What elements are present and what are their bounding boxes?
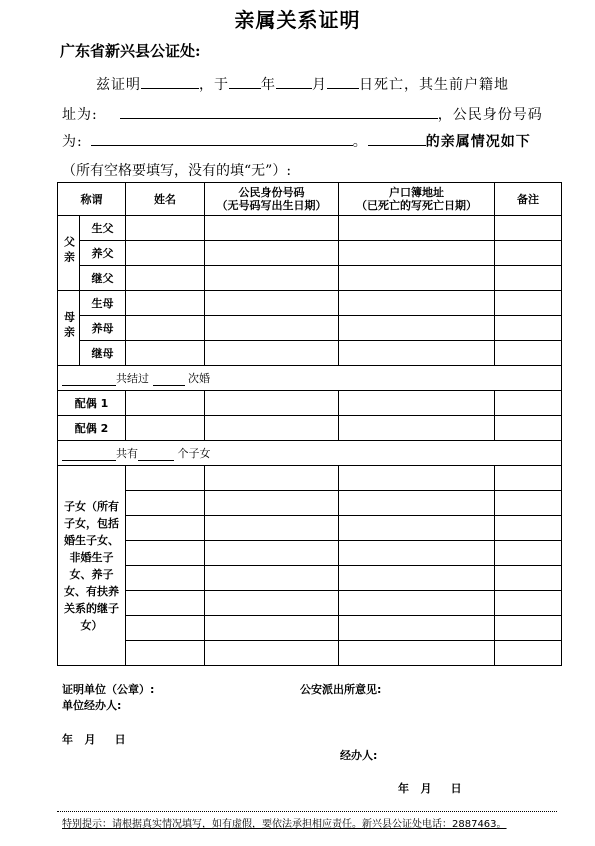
- table-row-children-count: [58, 441, 562, 466]
- cell-child-4-remarks[interactable]: [495, 541, 562, 566]
- blank-household-address[interactable]: [120, 104, 438, 119]
- addressee: 广东省新兴县公证处:: [60, 42, 201, 60]
- cell-child-3-remarks[interactable]: [495, 516, 562, 541]
- cell-father-bio-remarks[interactable]: [495, 216, 562, 241]
- table-row-child-4: [58, 541, 562, 566]
- cell-child-7-remarks[interactable]: [495, 616, 562, 641]
- intro-text-2: ，于: [199, 77, 229, 93]
- cell-mother-step-id[interactable]: [205, 341, 339, 366]
- cell-child-1-name[interactable]: [126, 466, 205, 491]
- cell-child-8-id[interactable]: [205, 641, 339, 666]
- blank-marriage-person[interactable]: [62, 373, 116, 386]
- children-group-text: 子女（所有子女，包括婚生子女、非婚生子女、养子女、有扶养关系的继子女）: [64, 499, 119, 632]
- cell-mother-bio-address[interactable]: [339, 291, 495, 316]
- table-row-father-1: [58, 216, 562, 241]
- header-relation: 称谓: [58, 183, 126, 216]
- cell-child-4-id[interactable]: [205, 541, 339, 566]
- cell-father-adoptive-id[interactable]: [205, 241, 339, 266]
- handler-label: 单位经办人:: [62, 699, 122, 712]
- intro-text-10: 的亲属情况如下: [425, 134, 531, 150]
- intro-text-1: 兹证明: [96, 77, 141, 93]
- cell-child-7-address[interactable]: [339, 616, 495, 641]
- marriage-count-text-a: 共结过: [116, 372, 149, 385]
- cell-child-6-id[interactable]: [205, 591, 339, 616]
- table-row-child-2: [58, 491, 562, 516]
- children-group-label: [58, 466, 126, 666]
- cell-child-8-address[interactable]: [339, 641, 495, 666]
- father-group-text: 父亲: [62, 236, 76, 266]
- cell-child-2-name[interactable]: [126, 491, 205, 516]
- table-row-child-5: [58, 566, 562, 591]
- mother-group-label: [58, 291, 80, 366]
- table-row-child-7: [58, 616, 562, 641]
- cell-child-2-id[interactable]: [205, 491, 339, 516]
- cell-child-3-name[interactable]: [126, 516, 205, 541]
- cell-child-5-address[interactable]: [339, 566, 495, 591]
- row-label-mother-adoptive: 养母: [80, 316, 126, 341]
- table-row-father-3: [58, 266, 562, 291]
- cell-child-3-address[interactable]: [339, 516, 495, 541]
- intro-line-3: [62, 131, 531, 152]
- intro-text-7: ，公民身份号码: [437, 107, 543, 123]
- table-row-spouse-1: [58, 391, 562, 416]
- blank-children-person[interactable]: [62, 448, 116, 461]
- children-count-text-b: 个子女: [177, 447, 211, 460]
- blank-marriage-times[interactable]: [153, 373, 185, 386]
- cell-father-step-name[interactable]: [126, 266, 205, 291]
- cell-father-bio-name[interactable]: [126, 216, 205, 241]
- intro-text-9: 。: [352, 134, 368, 150]
- cell-spouse-2-remarks[interactable]: [495, 416, 562, 441]
- cell-child-4-name[interactable]: [126, 541, 205, 566]
- header-id-line2: （无号码写出生日期）: [216, 199, 327, 212]
- intro-text-3: 年: [261, 77, 276, 93]
- cell-father-step-remarks[interactable]: [495, 266, 562, 291]
- cell-child-4-address[interactable]: [339, 541, 495, 566]
- cell-spouse-2-address[interactable]: [339, 416, 495, 441]
- intro-text-4: 月: [312, 77, 327, 93]
- police-opinion-label: 公安派出所意见:: [300, 683, 382, 696]
- table-row-child-1: [58, 466, 562, 491]
- table-row-child-3: [58, 516, 562, 541]
- cell-mother-step-remarks[interactable]: [495, 341, 562, 366]
- table-row-mother-1: [58, 291, 562, 316]
- row-label-mother-step: 继母: [80, 341, 126, 366]
- children-count-text-a: 共有: [116, 447, 138, 460]
- cell-child-7-name[interactable]: [126, 616, 205, 641]
- table-row-father-2: [58, 241, 562, 266]
- cell-spouse-1-remarks[interactable]: [495, 391, 562, 416]
- header-remarks: 备注: [495, 183, 562, 216]
- cell-child-2-remarks[interactable]: [495, 491, 562, 516]
- table-row-marriage-count: [58, 366, 562, 391]
- father-group-label: [58, 216, 80, 291]
- cell-child-1-address[interactable]: [339, 466, 495, 491]
- blank-death-year[interactable]: [229, 74, 261, 89]
- row-label-mother-bio: 生母: [80, 291, 126, 316]
- intro-line-2: [62, 104, 543, 125]
- cell-mother-adoptive-id[interactable]: [205, 316, 339, 341]
- header-id-line1: 公民身份号码: [238, 186, 305, 199]
- cell-spouse-1-address[interactable]: [339, 391, 495, 416]
- table-row-child-6: [58, 591, 562, 616]
- cell-child-6-name[interactable]: [126, 591, 205, 616]
- cell-child-2-address[interactable]: [339, 491, 495, 516]
- cell-child-8-name[interactable]: [126, 641, 205, 666]
- cell-father-adoptive-remarks[interactable]: [495, 241, 562, 266]
- cell-child-8-remarks[interactable]: [495, 641, 562, 666]
- cell-mother-adoptive-name[interactable]: [126, 316, 205, 341]
- handler-label-2: 经办人:: [340, 749, 378, 762]
- header-name: 姓名: [126, 183, 205, 216]
- table-row-mother-3: [58, 341, 562, 366]
- relatives-table: [57, 182, 562, 666]
- cell-father-bio-address[interactable]: [339, 216, 495, 241]
- cell-mother-adoptive-address[interactable]: [339, 316, 495, 341]
- cell-child-1-id[interactable]: [205, 466, 339, 491]
- cell-father-step-address[interactable]: [339, 266, 495, 291]
- blank-children-count[interactable]: [138, 448, 174, 461]
- header-address: [339, 183, 495, 216]
- cell-child-6-address[interactable]: [339, 591, 495, 616]
- blank-deceased-name[interactable]: [141, 74, 199, 89]
- cell-father-step-id[interactable]: [205, 266, 339, 291]
- mother-group-text: 母亲: [62, 311, 76, 341]
- cell-mother-bio-remarks[interactable]: [495, 291, 562, 316]
- header-id: [205, 183, 339, 216]
- row-label-father-bio: 生父: [80, 216, 126, 241]
- cell-father-adoptive-address[interactable]: [339, 241, 495, 266]
- intro-line-1: [96, 74, 509, 95]
- marriage-count-cell: [58, 366, 562, 391]
- cell-child-7-id[interactable]: [205, 616, 339, 641]
- cell-mother-step-address[interactable]: [339, 341, 495, 366]
- cell-father-adoptive-name[interactable]: [126, 241, 205, 266]
- blank-death-day[interactable]: [327, 74, 359, 89]
- footer-divider: [57, 811, 557, 812]
- fill-note: （所有空格要填写，没有的填“无”）:: [62, 163, 292, 179]
- special-notice: 特别提示：请根据真实情况填写，如有虚假，要依法承担相应责任。新兴县公证处电话：2887463。: [62, 819, 507, 830]
- header-address-line1: 户口簿地址: [389, 186, 444, 199]
- issuer-label: 证明单位（公章）:: [62, 683, 155, 696]
- marriage-count-text-b: 次婚: [188, 372, 210, 385]
- blank-deceased-name-2[interactable]: [368, 131, 426, 146]
- blank-death-month[interactable]: [276, 74, 312, 89]
- cell-spouse-1-id[interactable]: [205, 391, 339, 416]
- intro-text-6: 址为:: [62, 107, 98, 123]
- blank-id-number[interactable]: [91, 131, 353, 146]
- cell-mother-bio-name[interactable]: [126, 291, 205, 316]
- cell-mother-bio-id[interactable]: [205, 291, 339, 316]
- cell-spouse-2-id[interactable]: [205, 416, 339, 441]
- cell-child-5-id[interactable]: [205, 566, 339, 591]
- intro-text-5: 日死亡，其生前户籍地: [359, 77, 509, 93]
- cell-father-bio-id[interactable]: [205, 216, 339, 241]
- row-label-father-adoptive: 养父: [80, 241, 126, 266]
- cell-child-5-name[interactable]: [126, 566, 205, 591]
- cell-mother-adoptive-remarks[interactable]: [495, 316, 562, 341]
- cell-mother-step-name[interactable]: [126, 341, 205, 366]
- table-row-spouse-2: [58, 416, 562, 441]
- date-right: 年 月 日: [398, 782, 462, 795]
- row-label-father-step: 继父: [80, 266, 126, 291]
- document-title: 亲属关系证明: [234, 8, 361, 32]
- cell-child-3-id[interactable]: [205, 516, 339, 541]
- table-row-mother-2: [58, 316, 562, 341]
- children-count-cell: [58, 441, 562, 466]
- cell-spouse-2-name[interactable]: [126, 416, 205, 441]
- row-label-spouse-2: 配偶 2: [58, 416, 126, 441]
- row-label-spouse-1: 配偶 1: [58, 391, 126, 416]
- cell-child-6-remarks[interactable]: [495, 591, 562, 616]
- header-address-line2: （已死亡的写死亡日期）: [356, 199, 477, 212]
- table-row-child-8: [58, 641, 562, 666]
- date-left: 年 月 日: [62, 733, 126, 746]
- table-header-row: [58, 183, 562, 216]
- cell-child-1-remarks[interactable]: [495, 466, 562, 491]
- cell-child-5-remarks[interactable]: [495, 566, 562, 591]
- intro-text-8: 为:: [62, 134, 83, 150]
- cell-spouse-1-name[interactable]: [126, 391, 205, 416]
